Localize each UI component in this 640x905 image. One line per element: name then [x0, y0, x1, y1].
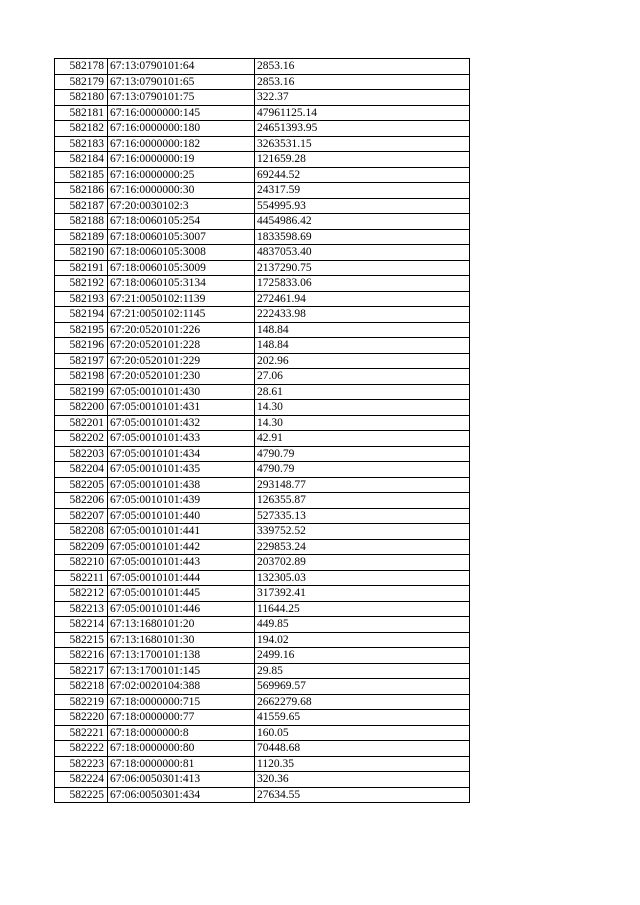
table-row [55, 601, 470, 617]
value-cell: 4790.79 [255, 462, 470, 478]
value-cell: 272461.94 [255, 291, 470, 307]
cadastral-number-cell: 67:13:0790101:64 [108, 59, 255, 75]
table-row [55, 198, 470, 214]
row-number-cell: 582183 [55, 136, 108, 152]
value-cell: 148.84 [255, 338, 470, 354]
value-cell: 1120.35 [255, 756, 470, 772]
table-row [55, 152, 470, 168]
value-cell: 203702.89 [255, 555, 470, 571]
cadastral-number-cell: 67:18:0000000:715 [108, 694, 255, 710]
table-row [55, 539, 470, 555]
row-number-cell: 582191 [55, 260, 108, 276]
table-row [55, 307, 470, 323]
row-number-cell: 582205 [55, 477, 108, 493]
value-cell: 4837053.40 [255, 245, 470, 261]
table-row [55, 338, 470, 354]
table-row [55, 322, 470, 338]
cadastral-number-cell: 67:20:0520101:228 [108, 338, 255, 354]
cadastral-number-cell: 67:20:0520101:226 [108, 322, 255, 338]
cadastral-number-cell: 67:05:0010101:435 [108, 462, 255, 478]
table-row [55, 400, 470, 416]
cadastral-number-cell: 67:05:0010101:442 [108, 539, 255, 555]
table-row [55, 586, 470, 602]
table-row [55, 276, 470, 292]
row-number-cell: 582186 [55, 183, 108, 199]
cadastral-number-cell: 67:06:0050301:413 [108, 772, 255, 788]
cadastral-number-cell: 67:18:0060105:3009 [108, 260, 255, 276]
row-number-cell: 582215 [55, 632, 108, 648]
value-cell: 24317.59 [255, 183, 470, 199]
table-row [55, 772, 470, 788]
cadastral-number-cell: 67:05:0010101:439 [108, 493, 255, 509]
value-cell: 148.84 [255, 322, 470, 338]
value-cell: 293148.77 [255, 477, 470, 493]
cadastral-number-cell: 67:21:0050102:1139 [108, 291, 255, 307]
table-row [55, 183, 470, 199]
cadastral-value-table [54, 58, 470, 803]
row-number-cell: 582182 [55, 121, 108, 137]
row-number-cell: 582207 [55, 508, 108, 524]
cadastral-number-cell: 67:06:0050301:434 [108, 787, 255, 803]
value-cell: 449.85 [255, 617, 470, 633]
value-cell: 194.02 [255, 632, 470, 648]
table-row [55, 291, 470, 307]
value-cell: 47961125.14 [255, 105, 470, 121]
cadastral-number-cell: 67:16:0000000:180 [108, 121, 255, 137]
row-number-cell: 582188 [55, 214, 108, 230]
cadastral-number-cell: 67:18:0060105:254 [108, 214, 255, 230]
table-body [55, 59, 470, 803]
cadastral-number-cell: 67:18:0000000:77 [108, 710, 255, 726]
row-number-cell: 582217 [55, 663, 108, 679]
value-cell: 132305.03 [255, 570, 470, 586]
row-number-cell: 582194 [55, 307, 108, 323]
table-row [55, 167, 470, 183]
value-cell: 554995.93 [255, 198, 470, 214]
cadastral-number-cell: 67:13:1680101:30 [108, 632, 255, 648]
cadastral-number-cell: 67:05:0010101:441 [108, 524, 255, 540]
cadastral-number-cell: 67:05:0010101:446 [108, 601, 255, 617]
table-row [55, 369, 470, 385]
cadastral-number-cell: 67:21:0050102:1145 [108, 307, 255, 323]
table-row [55, 648, 470, 664]
value-cell: 41559.65 [255, 710, 470, 726]
cadastral-number-cell: 67:18:0060105:3134 [108, 276, 255, 292]
table-row [55, 446, 470, 462]
value-cell: 2853.16 [255, 74, 470, 90]
table-row [55, 384, 470, 400]
table-row [55, 679, 470, 695]
value-cell: 1725833.06 [255, 276, 470, 292]
row-number-cell: 582203 [55, 446, 108, 462]
value-cell: 527335.13 [255, 508, 470, 524]
cadastral-number-cell: 67:05:0010101:431 [108, 400, 255, 416]
table-row [55, 617, 470, 633]
row-number-cell: 582220 [55, 710, 108, 726]
table-row [55, 570, 470, 586]
value-cell: 3263531.15 [255, 136, 470, 152]
cadastral-number-cell: 67:05:0010101:432 [108, 415, 255, 431]
row-number-cell: 582198 [55, 369, 108, 385]
cadastral-number-cell: 67:20:0030102:3 [108, 198, 255, 214]
table-row [55, 229, 470, 245]
row-number-cell: 582210 [55, 555, 108, 571]
value-cell: 1833598.69 [255, 229, 470, 245]
row-number-cell: 582193 [55, 291, 108, 307]
row-number-cell: 582221 [55, 725, 108, 741]
cadastral-number-cell: 67:18:0000000:80 [108, 741, 255, 757]
value-cell: 42.91 [255, 431, 470, 447]
row-number-cell: 582189 [55, 229, 108, 245]
cadastral-number-cell: 67:16:0000000:145 [108, 105, 255, 121]
row-number-cell: 582225 [55, 787, 108, 803]
row-number-cell: 582213 [55, 601, 108, 617]
cadastral-number-cell: 67:05:0010101:443 [108, 555, 255, 571]
table-row [55, 136, 470, 152]
cadastral-number-cell: 67:05:0010101:433 [108, 431, 255, 447]
row-number-cell: 582199 [55, 384, 108, 400]
cadastral-number-cell: 67:18:0060105:3007 [108, 229, 255, 245]
table-row [55, 90, 470, 106]
row-number-cell: 582214 [55, 617, 108, 633]
row-number-cell: 582223 [55, 756, 108, 772]
cadastral-number-cell: 67:16:0000000:182 [108, 136, 255, 152]
cadastral-number-cell: 67:05:0010101:440 [108, 508, 255, 524]
row-number-cell: 582216 [55, 648, 108, 664]
table-row [55, 493, 470, 509]
table-row [55, 508, 470, 524]
table-row [55, 353, 470, 369]
value-cell: 27.06 [255, 369, 470, 385]
row-number-cell: 582187 [55, 198, 108, 214]
value-cell: 14.30 [255, 415, 470, 431]
row-number-cell: 582212 [55, 586, 108, 602]
table-row [55, 524, 470, 540]
value-cell: 14.30 [255, 400, 470, 416]
table-row [55, 756, 470, 772]
table-row [55, 710, 470, 726]
row-number-cell: 582197 [55, 353, 108, 369]
value-cell: 24651393.95 [255, 121, 470, 137]
row-number-cell: 582202 [55, 431, 108, 447]
table-row [55, 694, 470, 710]
cadastral-number-cell: 67:13:0790101:75 [108, 90, 255, 106]
cadastral-number-cell: 67:18:0000000:8 [108, 725, 255, 741]
row-number-cell: 582222 [55, 741, 108, 757]
cadastral-number-cell: 67:05:0010101:445 [108, 586, 255, 602]
value-cell: 70448.68 [255, 741, 470, 757]
value-cell: 317392.41 [255, 586, 470, 602]
table-row [55, 741, 470, 757]
value-cell: 69244.52 [255, 167, 470, 183]
table-row [55, 214, 470, 230]
table-row [55, 725, 470, 741]
value-cell: 160.05 [255, 725, 470, 741]
value-cell: 27634.55 [255, 787, 470, 803]
cadastral-number-cell: 67:16:0000000:25 [108, 167, 255, 183]
table-row [55, 415, 470, 431]
table-row [55, 74, 470, 90]
table-row [55, 555, 470, 571]
table-row [55, 59, 470, 75]
row-number-cell: 582196 [55, 338, 108, 354]
cadastral-number-cell: 67:16:0000000:19 [108, 152, 255, 168]
value-cell: 126355.87 [255, 493, 470, 509]
row-number-cell: 582181 [55, 105, 108, 121]
row-number-cell: 582218 [55, 679, 108, 695]
row-number-cell: 582206 [55, 493, 108, 509]
cadastral-number-cell: 67:13:1680101:20 [108, 617, 255, 633]
table-row [55, 787, 470, 803]
cadastral-number-cell: 67:13:0790101:65 [108, 74, 255, 90]
cadastral-number-cell: 67:05:0010101:444 [108, 570, 255, 586]
value-cell: 339752.52 [255, 524, 470, 540]
table-row [55, 105, 470, 121]
cadastral-number-cell: 67:05:0010101:438 [108, 477, 255, 493]
cadastral-number-cell: 67:20:0520101:230 [108, 369, 255, 385]
row-number-cell: 582185 [55, 167, 108, 183]
cadastral-number-cell: 67:02:0020104:388 [108, 679, 255, 695]
row-number-cell: 582179 [55, 74, 108, 90]
row-number-cell: 582204 [55, 462, 108, 478]
row-number-cell: 582195 [55, 322, 108, 338]
row-number-cell: 582224 [55, 772, 108, 788]
table-row [55, 462, 470, 478]
value-cell: 4454986.42 [255, 214, 470, 230]
value-cell: 2499.16 [255, 648, 470, 664]
row-number-cell: 582209 [55, 539, 108, 555]
value-cell: 222433.98 [255, 307, 470, 323]
table-row [55, 431, 470, 447]
value-cell: 320.36 [255, 772, 470, 788]
value-cell: 569969.57 [255, 679, 470, 695]
value-cell: 29.85 [255, 663, 470, 679]
row-number-cell: 582192 [55, 276, 108, 292]
row-number-cell: 582211 [55, 570, 108, 586]
row-number-cell: 582184 [55, 152, 108, 168]
value-cell: 229853.24 [255, 539, 470, 555]
cadastral-number-cell: 67:18:0060105:3008 [108, 245, 255, 261]
row-number-cell: 582200 [55, 400, 108, 416]
value-cell: 2662279.68 [255, 694, 470, 710]
cadastral-number-cell: 67:16:0000000:30 [108, 183, 255, 199]
row-number-cell: 582201 [55, 415, 108, 431]
value-cell: 322.37 [255, 90, 470, 106]
value-cell: 121659.28 [255, 152, 470, 168]
table-row [55, 121, 470, 137]
cadastral-number-cell: 67:05:0010101:430 [108, 384, 255, 400]
row-number-cell: 582219 [55, 694, 108, 710]
row-number-cell: 582180 [55, 90, 108, 106]
value-cell: 28.61 [255, 384, 470, 400]
row-number-cell: 582190 [55, 245, 108, 261]
cadastral-number-cell: 67:13:1700101:138 [108, 648, 255, 664]
table-row [55, 632, 470, 648]
row-number-cell: 582208 [55, 524, 108, 540]
cadastral-number-cell: 67:20:0520101:229 [108, 353, 255, 369]
value-cell: 202.96 [255, 353, 470, 369]
cadastral-number-cell: 67:18:0000000:81 [108, 756, 255, 772]
table-row [55, 245, 470, 261]
cadastral-number-cell: 67:05:0010101:434 [108, 446, 255, 462]
table-row [55, 663, 470, 679]
table-row [55, 260, 470, 276]
value-cell: 2137290.75 [255, 260, 470, 276]
row-number-cell: 582178 [55, 59, 108, 75]
cadastral-number-cell: 67:13:1700101:145 [108, 663, 255, 679]
value-cell: 2853.16 [255, 59, 470, 75]
table-row [55, 477, 470, 493]
value-cell: 4790.79 [255, 446, 470, 462]
value-cell: 11644.25 [255, 601, 470, 617]
